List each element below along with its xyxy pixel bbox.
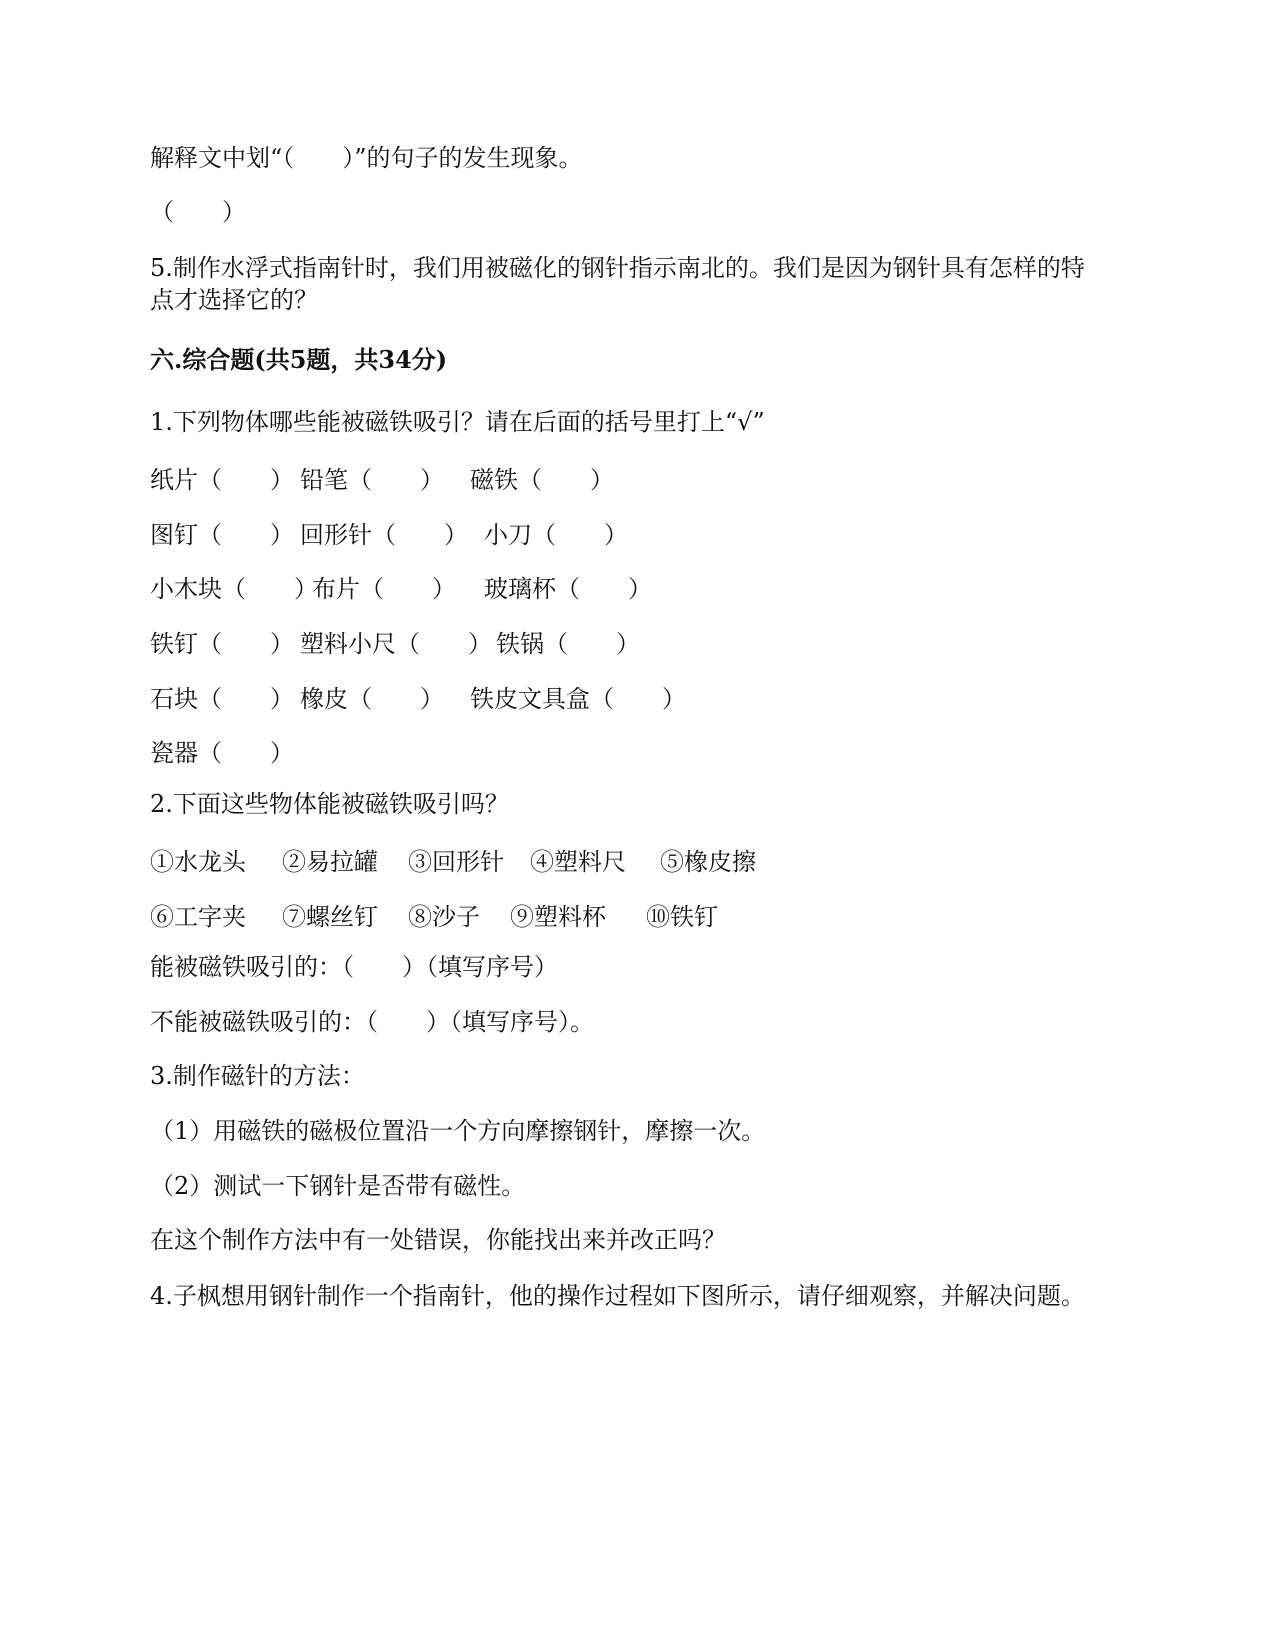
q1-item: 回形针（ ） xyxy=(300,521,468,549)
q2-item: ⑤橡皮擦 xyxy=(660,848,756,876)
q3-step-1: （1）用磁铁的磁极位置沿一个方向摩擦钢针，摩擦一次。 xyxy=(150,1117,766,1145)
q2-item: ⑧沙子 xyxy=(408,903,480,931)
q1-item: 磁铁（ ） xyxy=(470,466,614,494)
q2-item: ①水龙头 xyxy=(150,848,246,876)
answer-blank: （ ） xyxy=(150,198,246,226)
q1-item: 橡皮（ ） xyxy=(300,685,444,713)
q1-item: 铁钉（ ） xyxy=(150,630,294,658)
q2-item: ⑩铁钉 xyxy=(646,903,718,931)
section-6-heading: 六.综合题(共5题，共34分) xyxy=(150,345,448,374)
question-5-line-2: 点才选择它的？ xyxy=(150,286,318,314)
q1-item: 铅笔（ ） xyxy=(300,466,444,494)
question-2-prompt: 2.下面这些物体能被磁铁吸引吗？ xyxy=(150,790,509,818)
q1-item: 小木块（ ） xyxy=(150,575,318,603)
question-1-prompt: 1.下列物体哪些能被磁铁吸引？请在后面的括号里打上“√” xyxy=(150,408,765,436)
q2-attract-answer: 能被磁铁吸引的：（ ）（填写序号） xyxy=(150,953,558,981)
q2-item: ⑨塑料杯 xyxy=(510,903,606,931)
q2-item: ⑦螺丝钉 xyxy=(282,903,378,931)
q2-not-attract-answer: 不能被磁铁吸引的：（ ）（填写序号）。 xyxy=(150,1008,594,1036)
q1-item: 铁锅（ ） xyxy=(496,630,640,658)
question-3-prompt: 3.制作磁针的方法： xyxy=(150,1062,365,1090)
q1-item: 石块（ ） xyxy=(150,685,294,713)
q1-item: 铁皮文具盒（ ） xyxy=(470,685,686,713)
q1-item: 纸片（ ） xyxy=(150,466,294,494)
q3-question: 在这个制作方法中有一处错误，你能找出来并改正吗？ xyxy=(150,1226,726,1254)
q2-item: ⑥工字夹 xyxy=(150,903,246,931)
q1-item: 瓷器（ ） xyxy=(150,739,294,767)
question-5-line-1: 5.制作水浮式指南针时，我们用被磁化的钢针指示南北的。我们是因为钢针具有怎样的特 xyxy=(150,254,1085,282)
q2-item: ③回形针 xyxy=(408,848,504,876)
q3-step-2: （2）测试一下钢针是否带有磁性。 xyxy=(150,1172,526,1200)
q2-item: ④塑料尺 xyxy=(530,848,626,876)
q1-item: 布片（ ） xyxy=(312,575,456,603)
q1-item: 塑料小尺（ ） xyxy=(300,630,492,658)
q2-item: ②易拉罐 xyxy=(282,848,378,876)
q1-item: 图钉（ ） xyxy=(150,521,294,549)
q1-item: 小刀（ ） xyxy=(484,521,628,549)
explain-line: 解释文中划“（ ）”的句子的发生现象。 xyxy=(150,144,583,172)
question-4-prompt: 4.子枫想用钢针制作一个指南针，他的操作过程如下图所示，请仔细观察，并解决问题。 xyxy=(150,1282,1085,1310)
q1-item: 玻璃杯（ ） xyxy=(484,575,652,603)
